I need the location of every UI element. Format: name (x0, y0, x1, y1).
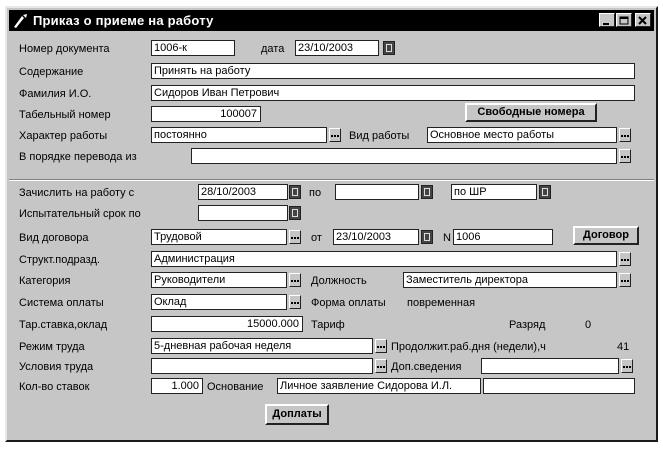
extra-dropdown-button[interactable] (621, 359, 633, 373)
probation-field[interactable] (198, 205, 288, 221)
fio-field[interactable]: Сидоров Иван Петрович (151, 85, 635, 101)
free-numbers-button[interactable]: Свободные номера (465, 103, 597, 122)
tab-number-field[interactable]: 100007 (151, 106, 261, 122)
doc-number-label: Номер документа (19, 43, 110, 55)
enroll-label: Зачислить на работу с (19, 187, 135, 199)
title-bar (9, 10, 654, 31)
dept-label: Структ.подразд. (19, 254, 100, 266)
work-mode-label: Режим труда (19, 341, 85, 353)
basis-extra-field[interactable] (483, 378, 635, 394)
content-field[interactable]: Принять на работу (151, 63, 635, 79)
position-dropdown-button[interactable] (619, 273, 631, 287)
order-window (5, 6, 658, 442)
calendar-icon[interactable] (383, 41, 395, 55)
transfer-label: В порядке перевода из (19, 151, 137, 163)
doc-number-field[interactable]: 1006-к (151, 40, 235, 56)
basis-label: Основание (207, 381, 264, 393)
date-field[interactable]: 23/10/2003 (295, 40, 379, 56)
calendar-icon[interactable] (289, 185, 301, 199)
work-nature-field[interactable]: постоянно (151, 127, 327, 143)
date-label: дата (261, 43, 285, 55)
conditions-field[interactable] (151, 358, 373, 374)
basis-field[interactable]: Личное заявление Сидорова И.Л. (277, 378, 481, 394)
pay-system-field[interactable]: Оклад (151, 294, 287, 310)
contract-date-field[interactable]: 23/10/2003 (333, 229, 419, 245)
work-mode-field[interactable]: 5-дневная рабочая неделя (151, 338, 373, 354)
grade-value: 0 (585, 319, 592, 331)
calendar-icon[interactable] (421, 185, 433, 199)
work-type-label: Вид работы (349, 130, 410, 142)
number-label: N (443, 232, 451, 244)
contract-number-field[interactable]: 1006 (453, 229, 553, 245)
calendar-icon[interactable] (289, 206, 301, 220)
fio-label: Фамилия И.О. (19, 88, 92, 100)
dept-dropdown-button[interactable] (619, 252, 631, 266)
chevron-down-icon[interactable] (539, 185, 551, 199)
position-field[interactable]: Заместитель директора (403, 272, 617, 288)
app-icon (13, 13, 29, 29)
to-label: по (309, 187, 322, 199)
section-divider (9, 179, 654, 181)
work-type-field[interactable]: Основное место работы (427, 127, 617, 143)
stakes-field[interactable]: 1.000 (151, 378, 203, 394)
pay-system-label: Система оплаты (19, 297, 104, 309)
content-label: Содержание (19, 66, 84, 78)
contract-type-dropdown-button[interactable] (289, 230, 301, 244)
rate-label: Тар.ставка,оклад (19, 319, 108, 331)
category-dropdown-button[interactable] (289, 273, 301, 287)
extra-label: Доп.сведения (391, 361, 462, 373)
enroll-from-field[interactable]: 28/10/2003 (198, 184, 288, 200)
enroll-to-field[interactable] (335, 184, 419, 200)
category-label: Категория (19, 275, 71, 287)
work-mode-dropdown-button[interactable] (375, 339, 387, 353)
pay-form-label: Форма оплаты (311, 297, 386, 309)
duration-value: 41 (617, 341, 630, 353)
minimize-button[interactable] (599, 13, 615, 27)
window-title: Приказ о приеме на работу (33, 13, 214, 28)
dept-field[interactable]: Администрация (151, 251, 617, 267)
stakes-label: Кол-во ставок (19, 381, 90, 393)
duration-label: Продолжит.раб.дня (недели),ч (391, 341, 546, 353)
extra-field[interactable] (481, 358, 619, 374)
work-nature-dropdown-button[interactable] (329, 128, 341, 142)
calendar-icon[interactable] (421, 230, 433, 244)
grade-label: Разряд (509, 319, 546, 331)
schedule-select[interactable]: по ШР (451, 184, 537, 200)
surcharge-button[interactable]: Доплаты (265, 404, 329, 425)
category-field[interactable]: Руководители (151, 272, 287, 288)
close-button[interactable] (635, 13, 651, 27)
tab-number-label: Табельный номер (19, 109, 111, 121)
tariff-label: Тариф (311, 319, 345, 331)
probation-label: Испытательный срок по (19, 208, 141, 220)
maximize-button[interactable] (616, 13, 632, 27)
contract-type-field[interactable]: Трудовой (151, 229, 287, 245)
conditions-dropdown-button[interactable] (375, 359, 387, 373)
work-nature-label: Характер работы (19, 130, 108, 142)
from-label: от (311, 232, 322, 244)
conditions-label: Условия труда (19, 361, 94, 373)
contract-type-label: Вид договора (19, 232, 89, 244)
rate-field[interactable]: 15000.000 (151, 316, 303, 332)
work-type-dropdown-button[interactable] (619, 128, 631, 142)
pay-form-value: повременная (407, 297, 476, 309)
pay-system-dropdown-button[interactable] (289, 295, 301, 309)
position-label: Должность (311, 275, 367, 287)
contract-button[interactable]: Договор (573, 226, 639, 245)
transfer-dropdown-button[interactable] (619, 149, 631, 163)
transfer-field[interactable] (191, 148, 617, 164)
